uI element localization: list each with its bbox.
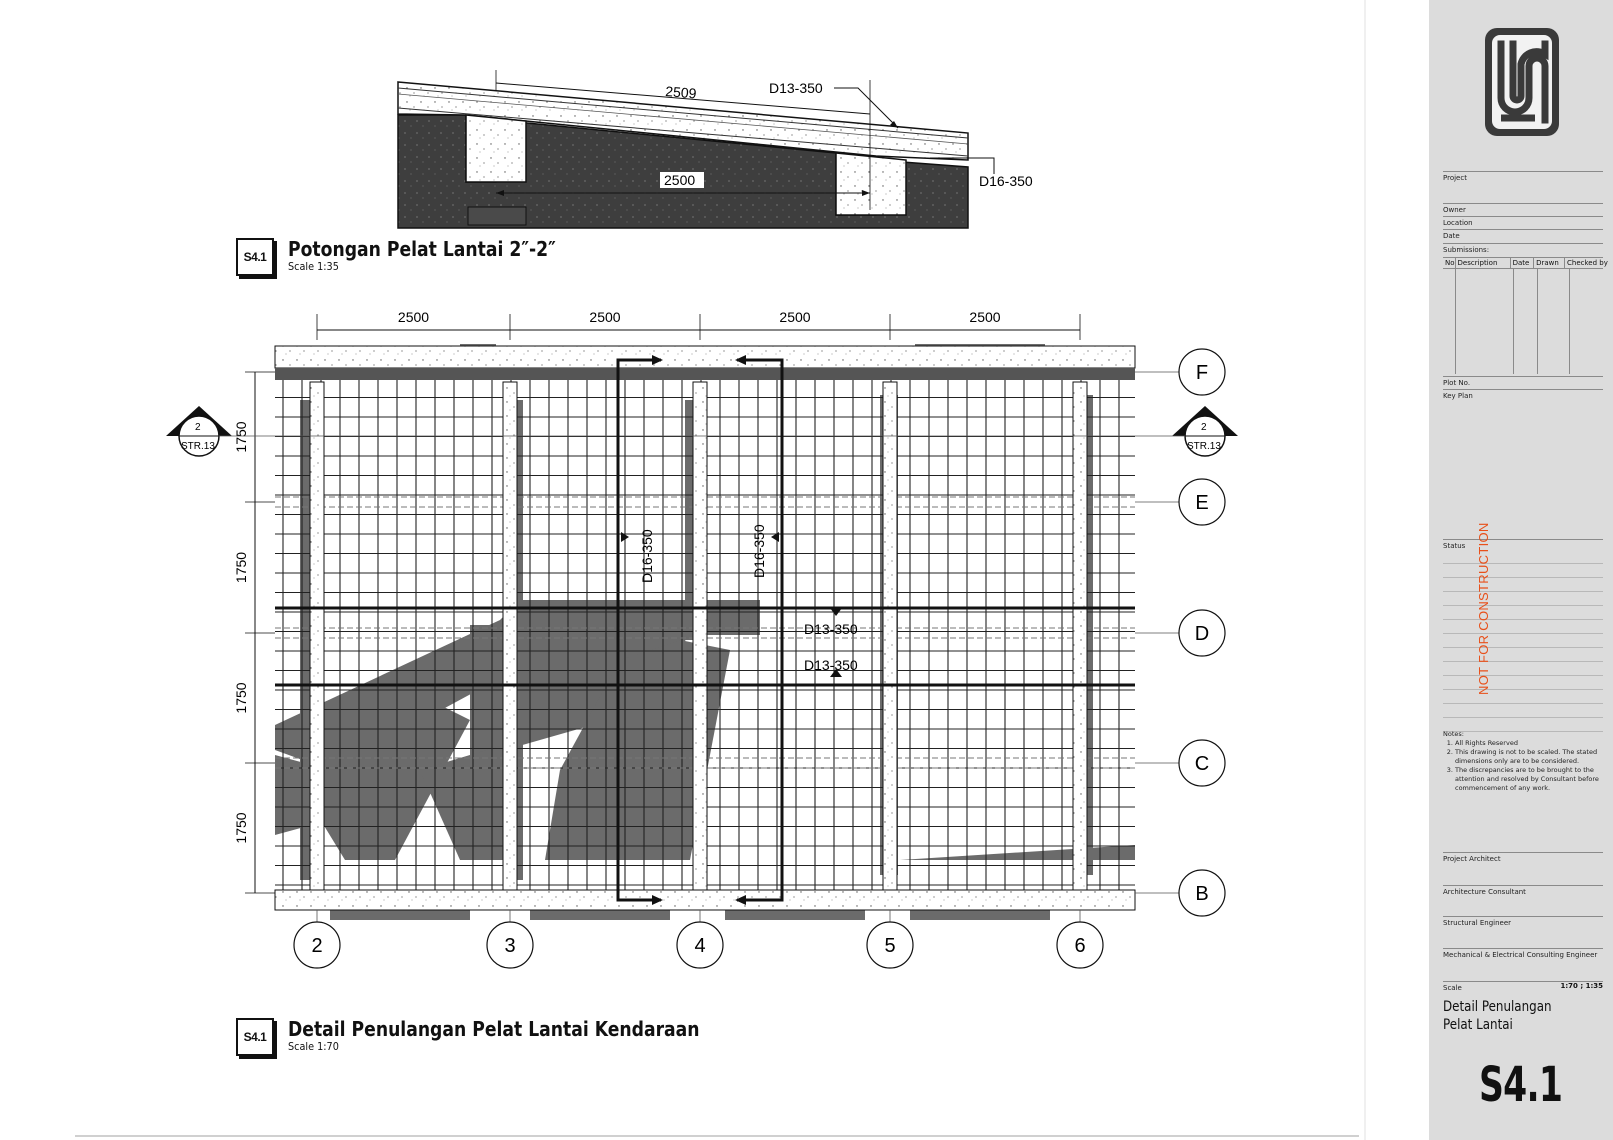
- grid-row-label: D: [1194, 623, 1210, 645]
- grid-column-label: 3: [504, 935, 516, 957]
- field-date-label: Date: [1443, 232, 1460, 240]
- grid-column-label: 4: [694, 935, 706, 957]
- status-lines: [1443, 550, 1603, 732]
- field-location: [1443, 216, 1603, 229]
- sheet-number: S4.1: [1479, 1057, 1563, 1113]
- field-plot-no: [1443, 376, 1603, 389]
- section-detail-title-block: [236, 238, 599, 276]
- field-architecture-consultant-label: Architecture Consultant: [1443, 888, 1526, 896]
- section-marker-right: [1172, 406, 1238, 456]
- field-project: [1443, 171, 1603, 200]
- field-mep-engineer: [1443, 948, 1603, 979]
- beam-top-shadow: [275, 368, 1135, 380]
- dim-label-row: 1750: [233, 812, 249, 844]
- field-project-label: Project: [1443, 174, 1467, 182]
- section-dim-top: 2509: [664, 83, 698, 102]
- beam-bottom-edge: [275, 890, 1135, 910]
- field-key-plan-label: Key Plan: [1443, 392, 1473, 400]
- field-submissions: [1443, 243, 1603, 256]
- rebar-label-horizontal-lower: D13-350: [804, 657, 858, 673]
- dim-label-row: 1750: [233, 421, 249, 453]
- dim-label-row: 1750: [233, 551, 249, 584]
- grid-column-label: 2: [311, 935, 323, 957]
- column-strip: [693, 382, 707, 890]
- section-marker-right-sheet: STR.13: [1187, 441, 1221, 452]
- submissions-col-description: Description: [1455, 258, 1510, 268]
- field-owner-label: Owner: [1443, 206, 1466, 214]
- plan-detail-ref-box: S4.1: [236, 1018, 274, 1056]
- field-location-label: Location: [1443, 219, 1473, 227]
- field-status-label: Status: [1443, 542, 1466, 550]
- plan-detail-title: Detail Penulangan Pelat Lantai Kendaraan: [288, 1017, 700, 1041]
- grid-row-label: F: [1195, 362, 1209, 384]
- beam-top-edge: [275, 346, 1135, 368]
- section-marker-left-number: 2: [195, 422, 201, 433]
- grid-row-label: E: [1195, 492, 1209, 514]
- section-beam-right: [836, 153, 906, 215]
- column-strip: [310, 382, 324, 890]
- rebar-label-vertical-left: D16-350: [639, 529, 655, 583]
- field-project-architect-label: Project Architect: [1443, 855, 1501, 863]
- section-label-lower-rebar: D16-350: [979, 173, 1033, 189]
- section-detail-ref-box: S4.1: [236, 238, 274, 276]
- note-item: 2. This drawing is not to be scaled. The stated dimensions only are to be considered.: [1455, 748, 1603, 766]
- dim-label-column: 2500: [779, 309, 811, 325]
- column-strip: [503, 382, 517, 890]
- note-item: 3. The discrepancies are to be brought to the attention and resolved by Consultant before commencement of any work.: [1455, 766, 1603, 793]
- sheet-right-border: [1364, 0, 1366, 1140]
- dim-label-column: 2500: [589, 309, 621, 325]
- section-marker-left-sheet: STR.13: [181, 441, 215, 452]
- submissions-col-no: No: [1445, 259, 1455, 267]
- sheet-title-line2: Pelat Lantai: [1443, 1017, 1513, 1033]
- submissions-table: [1443, 257, 1608, 374]
- sheet-bottom-border: [75, 1135, 1359, 1137]
- section-footing: [468, 207, 526, 225]
- grid-column-label: 6: [1074, 935, 1086, 957]
- column-strip: [883, 382, 897, 890]
- section-beam-left: [466, 115, 526, 182]
- firm-logo-icon: [1483, 26, 1561, 138]
- submissions-table-header: [1443, 258, 1608, 269]
- notes-heading: Notes:: [1443, 730, 1464, 738]
- field-structural-engineer-label: Structural Engineer: [1443, 919, 1512, 927]
- rebar-label-vertical-right: D16-350: [751, 524, 767, 578]
- status-not-for-construction: NOT FOR CONSTRUCTION: [1476, 522, 1491, 695]
- sheet-title-line1: Detail Penulangan: [1443, 999, 1552, 1015]
- dim-label-row: 1750: [233, 682, 249, 714]
- section-marker-right-number: 2: [1201, 422, 1207, 433]
- field-plot-no-label: Plot No.: [1443, 379, 1471, 387]
- plan-detail-scale: Scale 1:70: [288, 1040, 339, 1053]
- section-detail-drawing: [390, 70, 1090, 240]
- scale-value: 1:70 ; 1:35: [1560, 982, 1603, 990]
- field-key-plan: [1443, 389, 1603, 530]
- notes-block: [1443, 730, 1603, 793]
- section-dim-bottom: 2500: [664, 172, 696, 188]
- section-marker-left: [166, 406, 232, 456]
- grid-column-label: 5: [884, 935, 896, 957]
- note-item: 1. All Rights Reserved: [1455, 739, 1603, 748]
- section-detail-scale: Scale 1:35: [288, 260, 339, 273]
- submissions-col-date: Date: [1510, 258, 1533, 268]
- field-owner: [1443, 203, 1603, 216]
- field-structural-engineer: [1443, 916, 1603, 945]
- field-scale-label: Scale: [1443, 984, 1462, 992]
- grid-row-label: B: [1195, 883, 1209, 905]
- plan-detail-drawing: [0, 300, 1260, 1020]
- title-block-sidebar: [1429, 0, 1613, 1140]
- section-label-upper-rebar: D13-350: [769, 80, 823, 96]
- grid-row-label: C: [1194, 753, 1210, 775]
- field-mep-engineer-label: Mechanical & Electrical Consulting Engineer: [1443, 951, 1598, 959]
- dim-label-column: 2500: [397, 309, 430, 325]
- field-submissions-label: Submissions:: [1443, 246, 1490, 254]
- rebar-label-horizontal-upper: D13-350: [804, 621, 858, 637]
- field-architecture-consultant: [1443, 885, 1603, 914]
- plan-detail-title-block: [236, 1018, 767, 1056]
- submissions-col-checked: Checked by: [1564, 258, 1603, 268]
- column-strip: [1073, 382, 1087, 890]
- submissions-col-drawn: Drawn: [1533, 258, 1564, 268]
- sheet-title: [1443, 998, 1579, 1034]
- field-date: [1443, 229, 1603, 242]
- dim-label-column: 2500: [969, 309, 1001, 325]
- field-project-architect: [1443, 852, 1603, 883]
- section-detail-title: Potongan Pelat Lantai 2″-2″: [288, 237, 556, 261]
